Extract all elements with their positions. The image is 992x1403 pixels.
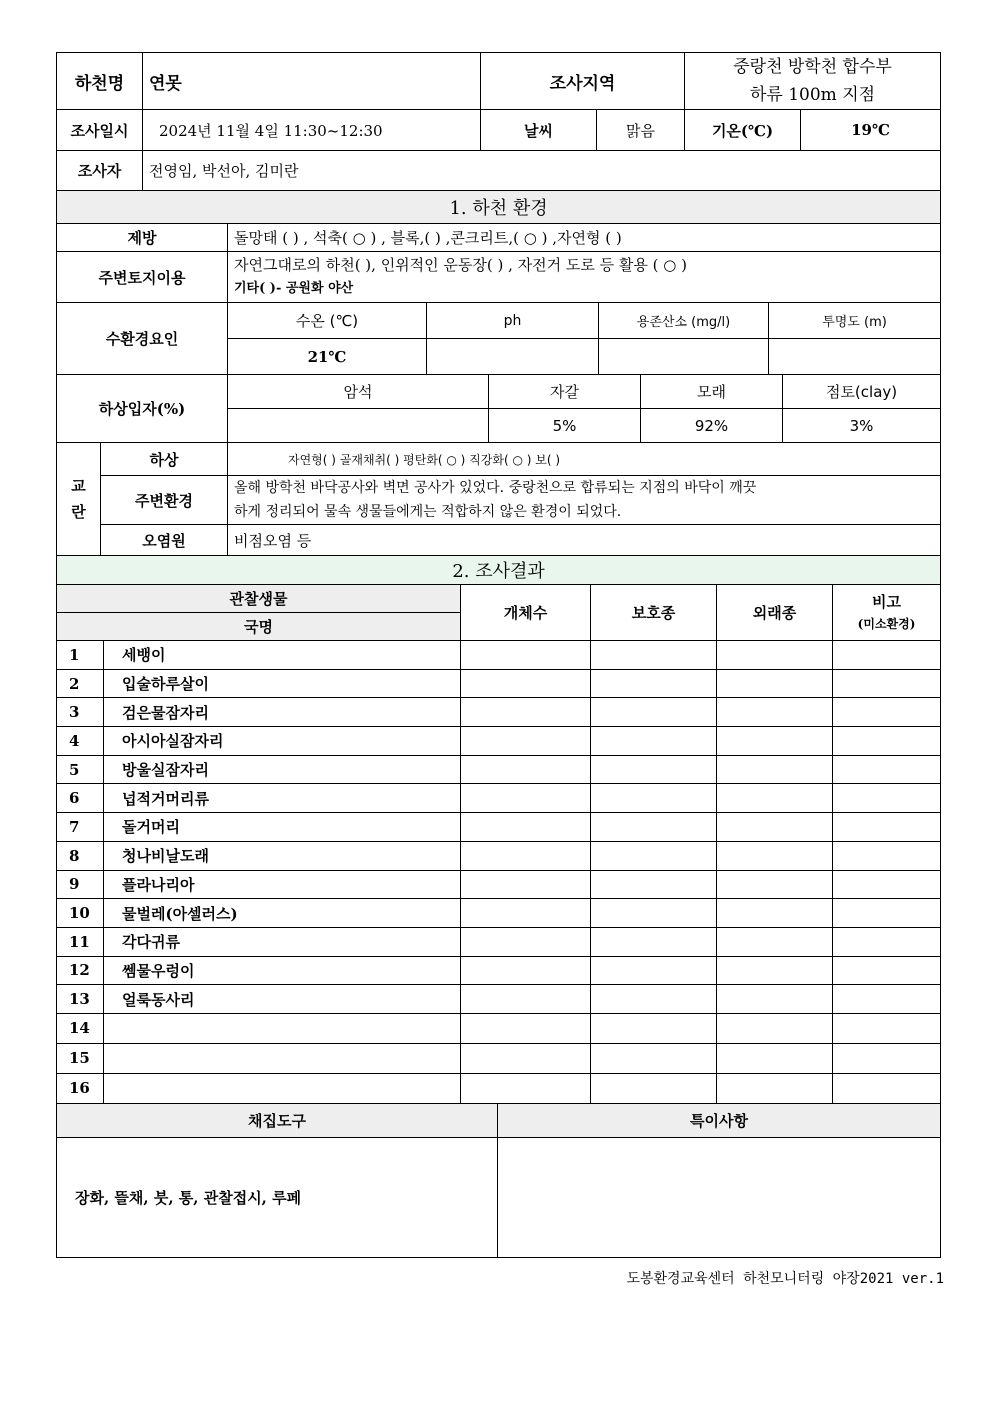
landuse-value — [228, 252, 941, 303]
river-label: 하천명 — [57, 53, 143, 110]
note-cell — [833, 727, 941, 756]
note-cell — [833, 784, 941, 813]
note-cell — [833, 899, 941, 928]
survey-sheet — [56, 52, 940, 1258]
foreign-cell — [717, 813, 833, 842]
row-number: 3 — [57, 698, 104, 727]
protected-cell — [591, 813, 717, 842]
count-cell — [461, 669, 591, 698]
area-label: 조사지역 — [481, 53, 685, 110]
sediment-header-gravel: 자갈 — [489, 375, 641, 409]
table-row — [57, 1073, 941, 1103]
species-name — [104, 1043, 461, 1073]
note-cell — [833, 870, 941, 899]
embankment-label: 제방 — [57, 224, 228, 252]
note-cell — [833, 841, 941, 870]
bed-label: 하상 — [101, 443, 228, 476]
header-table — [56, 52, 941, 191]
count-cell — [461, 698, 591, 727]
tools-value: 장화, 뜰채, 붓, 통, 관찰접시, 루페 — [57, 1137, 498, 1257]
protected-cell — [591, 870, 717, 899]
protected-cell — [591, 841, 717, 870]
row-number: 11 — [57, 927, 104, 956]
row-number: 10 — [57, 899, 104, 928]
row-number: 13 — [57, 985, 104, 1014]
sediment-header-clay: 점토(clay) — [783, 375, 941, 409]
embankment-value: 돌망태 ( ) , 석축( ○ ) , 블록,( ) ,콘크리트,( ○ ) ,자연형 ( ) — [228, 224, 941, 252]
disturbance-label-text: 교란 — [71, 477, 86, 521]
sediment-value-rock — [228, 409, 489, 443]
row-number: 14 — [57, 1013, 104, 1043]
landuse-line2: 기타( )- 공원화 야산 — [234, 281, 354, 296]
species-name: 방울실잠자리 — [104, 755, 461, 784]
row-number: 7 — [57, 813, 104, 842]
species-name: 물벌레(아셀러스) — [104, 899, 461, 928]
species-name: 얼룩동사리 — [104, 985, 461, 1014]
temp-label: 기온(℃) — [685, 110, 801, 151]
weather-label: 날씨 — [481, 110, 597, 151]
count-cell — [461, 841, 591, 870]
count-cell — [461, 956, 591, 985]
species-name — [104, 1073, 461, 1103]
count-cell — [461, 899, 591, 928]
protected-cell — [591, 669, 717, 698]
foreign-cell — [717, 641, 833, 670]
foreign-cell — [717, 927, 833, 956]
notes-label: 특이사항 — [498, 1103, 941, 1137]
landuse-line1: 자연그대로의 하천( ), 인위적인 운동장( ) , 자전거 도로 등 활용 ( ○ ) — [234, 256, 687, 274]
area-value-line1: 중랑천 방학천 합수부 — [733, 57, 892, 77]
species-name: 플라나리아 — [104, 870, 461, 899]
temp-value: 19℃ — [801, 110, 941, 151]
footer-text: 도봉환경교육센터 하천모니터링 야장2021 ver.1 — [626, 1271, 944, 1287]
protected-cell — [591, 641, 717, 670]
sediment-header-rock: 암석 — [228, 375, 489, 409]
protected-cell — [591, 927, 717, 956]
river-value: 연못 — [143, 53, 481, 110]
species-name — [104, 1013, 461, 1043]
foreign-cell — [717, 1073, 833, 1103]
water-header-temp: 수온 (℃) — [228, 303, 427, 339]
table-row — [57, 1043, 941, 1073]
protected-cell — [591, 1073, 717, 1103]
note-cell — [833, 755, 941, 784]
sediment-label: 하상입자(%) — [57, 375, 228, 443]
pollution-label: 오염원 — [101, 525, 228, 556]
tools-label: 채집도구 — [57, 1103, 498, 1137]
row-number: 5 — [57, 755, 104, 784]
table-row — [57, 927, 941, 956]
col-note — [833, 585, 941, 641]
foreign-cell — [717, 899, 833, 928]
foreign-cell — [717, 1013, 833, 1043]
notes-value — [498, 1137, 941, 1257]
surround-line1: 올해 방학천 바닥공사와 벽면 공사가 있었다. 중랑천으로 합류되는 지점의 바닥이 깨끗 — [234, 480, 757, 496]
row-number: 2 — [57, 669, 104, 698]
foreign-cell — [717, 727, 833, 756]
water-value-temp: 21℃ — [228, 339, 427, 375]
foreign-cell — [717, 755, 833, 784]
protected-cell — [591, 899, 717, 928]
area-value-line2: 하류 100m 지점 — [749, 85, 876, 105]
row-number: 6 — [57, 784, 104, 813]
count-cell — [461, 755, 591, 784]
species-name: 돌거머리 — [104, 813, 461, 842]
protected-cell — [591, 727, 717, 756]
note-cell — [833, 1013, 941, 1043]
table-row — [57, 841, 941, 870]
table-row — [57, 669, 941, 698]
row-number: 4 — [57, 727, 104, 756]
foreign-cell — [717, 956, 833, 985]
count-cell — [461, 641, 591, 670]
col-note-sub: (미소환경) — [857, 616, 916, 631]
protected-cell — [591, 698, 717, 727]
protected-cell — [591, 985, 717, 1014]
species-name: 청나비날도래 — [104, 841, 461, 870]
note-cell — [833, 1043, 941, 1073]
section1-title: 1. 하천 환경 — [57, 191, 941, 224]
col-count: 개체수 — [461, 585, 591, 641]
water-value-do — [599, 339, 769, 375]
row-number: 12 — [57, 956, 104, 985]
landuse-label: 주변토지이용 — [57, 252, 228, 303]
count-cell — [461, 1073, 591, 1103]
count-cell — [461, 1043, 591, 1073]
row-number: 15 — [57, 1043, 104, 1073]
table-row — [57, 870, 941, 899]
disturbance-label — [57, 443, 101, 556]
bed-value: 자연형( ) 골재채취( ) 평탄화( ○ ) 직강화( ○ ) 보( ) — [228, 443, 941, 476]
col-note-label: 비고 — [872, 592, 902, 611]
water-header-ph: ph — [427, 303, 599, 339]
pollution-value: 비점오염 등 — [228, 525, 941, 556]
row-number: 1 — [57, 641, 104, 670]
note-cell — [833, 985, 941, 1014]
foreign-cell — [717, 698, 833, 727]
count-cell — [461, 813, 591, 842]
species-list — [57, 641, 941, 1104]
foreign-cell — [717, 841, 833, 870]
tools-table — [56, 1103, 941, 1258]
species-name: 각다귀류 — [104, 927, 461, 956]
results-table — [56, 555, 941, 1104]
surround-label: 주변환경 — [101, 476, 228, 525]
species-name: 검은물잠자리 — [104, 698, 461, 727]
species-name: 세뱅이 — [104, 641, 461, 670]
note-cell — [833, 641, 941, 670]
count-cell — [461, 985, 591, 1014]
area-value — [685, 53, 941, 110]
count-cell — [461, 727, 591, 756]
water-value-ph — [427, 339, 599, 375]
col-observed: 관찰생물 — [57, 585, 461, 613]
table-row — [57, 755, 941, 784]
species-name: 입술하루살이 — [104, 669, 461, 698]
row-number: 8 — [57, 841, 104, 870]
water-value-transparency — [769, 339, 941, 375]
count-cell — [461, 870, 591, 899]
surround-line2: 하게 정리되어 물속 생물들에게는 적합하지 않은 환경이 되었다. — [234, 504, 622, 520]
note-cell — [833, 813, 941, 842]
sediment-header-sand: 모래 — [641, 375, 783, 409]
water-header-transparency: 투명도 (m) — [769, 303, 941, 339]
note-cell — [833, 956, 941, 985]
species-name: 쎔물우렁이 — [104, 956, 461, 985]
water-header-do: 용존산소 (mg/l) — [599, 303, 769, 339]
col-foreign: 외래종 — [717, 585, 833, 641]
table-row — [57, 956, 941, 985]
table-row — [57, 727, 941, 756]
species-name: 넙적거머리류 — [104, 784, 461, 813]
foreign-cell — [717, 784, 833, 813]
note-cell — [833, 669, 941, 698]
water-label: 수환경요인 — [57, 303, 228, 375]
section2-title: 2. 조사결과 — [57, 556, 941, 585]
count-cell — [461, 784, 591, 813]
table-row — [57, 813, 941, 842]
note-cell — [833, 1073, 941, 1103]
protected-cell — [591, 784, 717, 813]
surround-value — [228, 476, 941, 525]
date-label: 조사일시 — [57, 110, 143, 151]
foreign-cell — [717, 669, 833, 698]
date-value: 2024년 11월 4일 11:30~12:30 — [143, 110, 481, 151]
col-protected: 보호종 — [591, 585, 717, 641]
table-row — [57, 1013, 941, 1043]
foreign-cell — [717, 1043, 833, 1073]
table-row — [57, 784, 941, 813]
environment-table — [56, 190, 941, 556]
table-row — [57, 899, 941, 928]
row-number: 9 — [57, 870, 104, 899]
surveyor-label: 조사자 — [57, 151, 143, 191]
table-row — [57, 698, 941, 727]
sediment-value-sand: 92% — [641, 409, 783, 443]
foreign-cell — [717, 870, 833, 899]
count-cell — [461, 1013, 591, 1043]
table-row — [57, 985, 941, 1014]
weather-value: 맑음 — [597, 110, 685, 151]
protected-cell — [591, 1043, 717, 1073]
species-name: 아시아실잠자리 — [104, 727, 461, 756]
note-cell — [833, 927, 941, 956]
foreign-cell — [717, 985, 833, 1014]
note-cell — [833, 698, 941, 727]
protected-cell — [591, 755, 717, 784]
protected-cell — [591, 956, 717, 985]
col-korean-name: 국명 — [57, 613, 461, 641]
sediment-value-clay: 3% — [783, 409, 941, 443]
table-row — [57, 641, 941, 670]
count-cell — [461, 927, 591, 956]
surveyor-value: 전영임, 박선아, 김미란 — [143, 151, 941, 191]
sediment-value-gravel: 5% — [489, 409, 641, 443]
row-number: 16 — [57, 1073, 104, 1103]
protected-cell — [591, 1013, 717, 1043]
